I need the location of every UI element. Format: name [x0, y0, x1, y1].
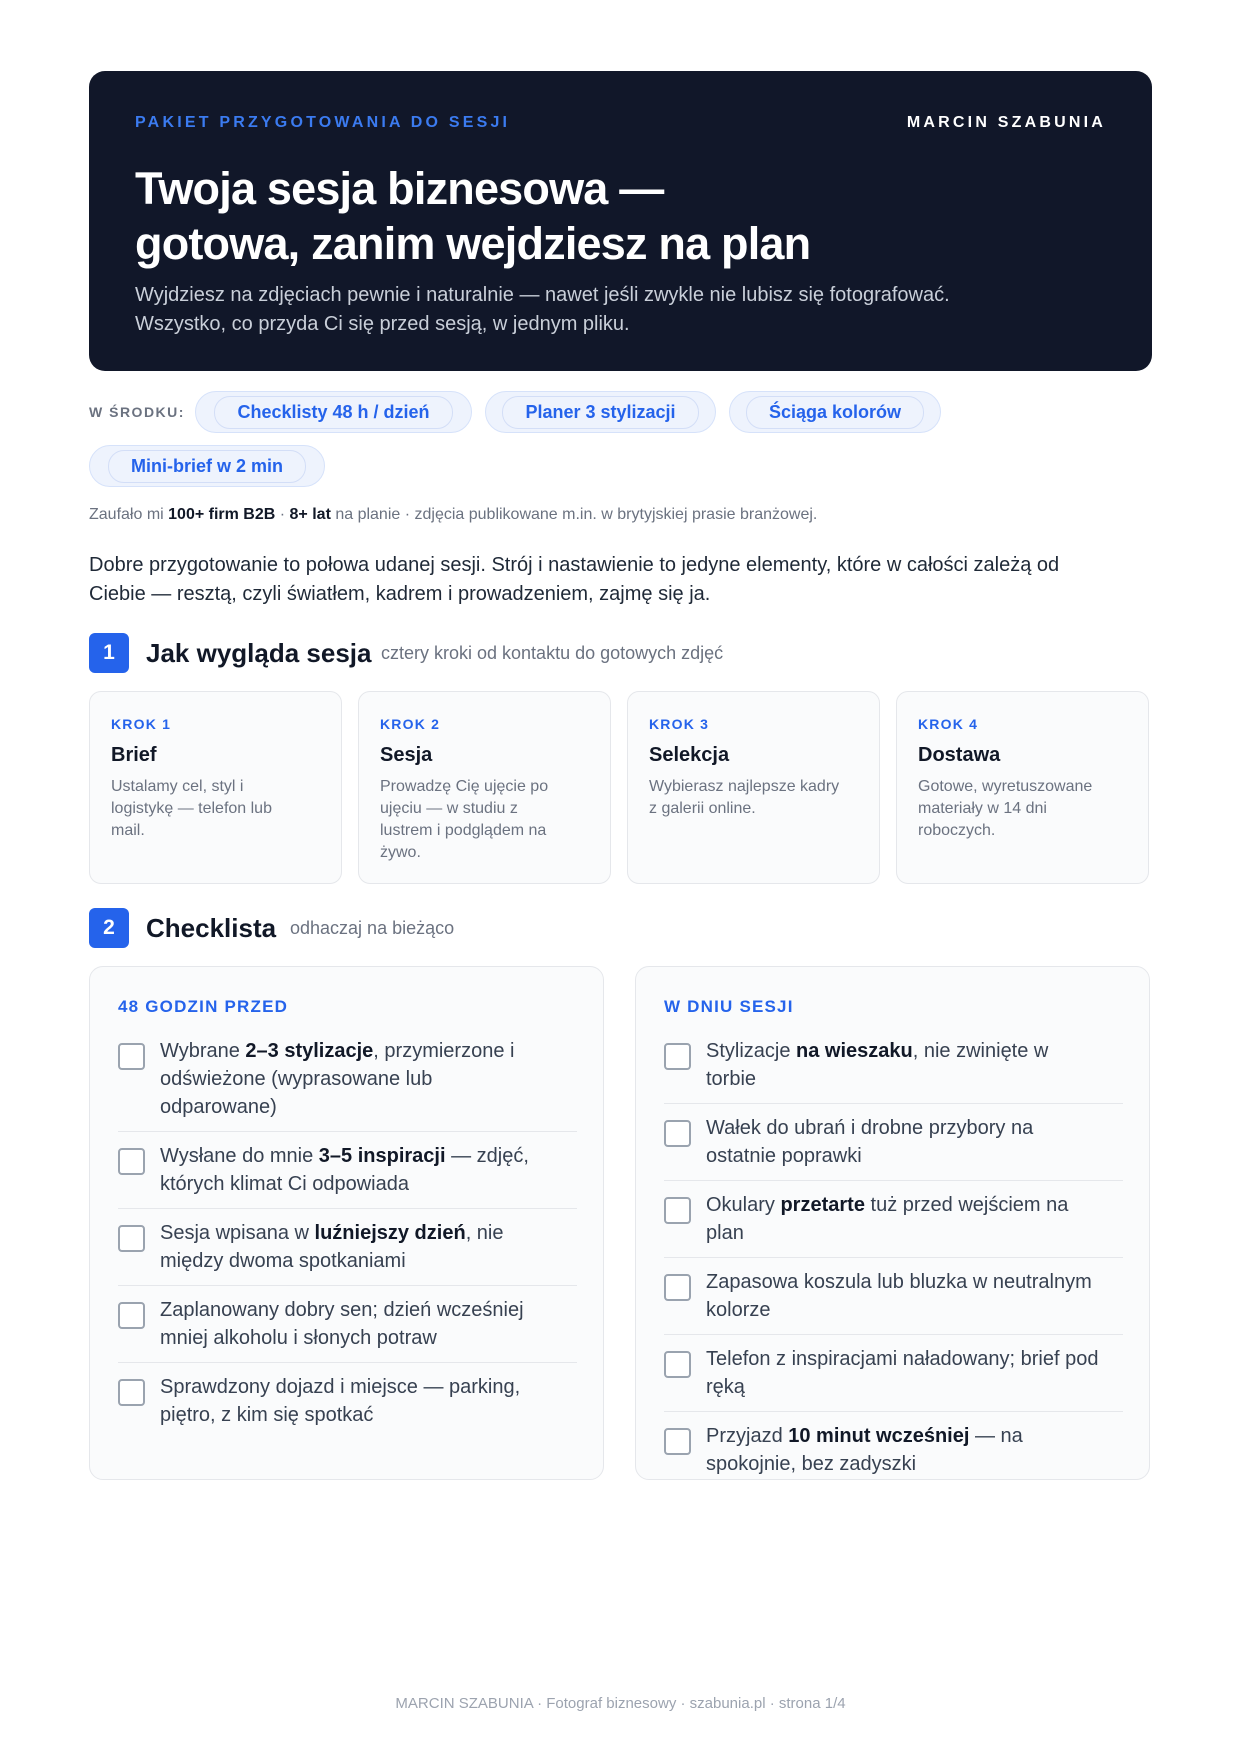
checklist-item-fragment: kolorze [706, 1299, 771, 1321]
trust-stat-clients: 100+ firm B2B [168, 506, 276, 523]
checkbox[interactable] [664, 1428, 691, 1455]
checklist-item-fragment: — zdjęć, [445, 1145, 529, 1167]
checklist-item-fragment: między dwoma spotkaniami [160, 1250, 406, 1272]
trust-suffix: na planie · zdjęcia publikowane m.in. w brytyjskiej prasie branżowej. [330, 506, 818, 523]
chip-label: Planer 3 stylizacji [502, 396, 698, 429]
checklist-item[interactable] [118, 1142, 577, 1198]
checklist-item-text [706, 1037, 1123, 1093]
hero-subtitle-line: Wyjdziesz na zdjęciach pewnie i naturalnie — nawet jeśli zwykle nie lubisz się fotografować. [135, 284, 950, 306]
intro-line: Dobre przygotowanie to połowa udanej sesji. Strój i nastawienie to jedyne elementy, które w całości zależą od [89, 554, 1060, 576]
divider [118, 1362, 577, 1363]
divider [664, 1180, 1123, 1181]
checklist-item-line [706, 1450, 1123, 1478]
step-description [111, 776, 326, 842]
checkbox[interactable] [664, 1043, 691, 1070]
checklist-item-emphasis: 2–3 stylizacje [245, 1040, 374, 1062]
trust-prefix: Zaufało mi [89, 506, 169, 523]
checklist-item-text [160, 1142, 577, 1198]
checklist-item-emphasis: 10 minut wcześniej [788, 1425, 970, 1447]
checklist-item-line [706, 1373, 1123, 1401]
checklist-item-fragment: Przyjazd [706, 1425, 789, 1447]
divider [664, 1334, 1123, 1335]
checklist-item[interactable] [664, 1114, 1123, 1170]
checkbox[interactable] [118, 1379, 145, 1406]
hero-subtitle-line: Wszystko, co przyda Ci się przed sesją, w jednym pliku. [135, 313, 630, 335]
checklist-item-fragment: torbie [706, 1068, 757, 1090]
checkbox[interactable] [664, 1120, 691, 1147]
chip-label: Checklisty 48 h / dzień [214, 396, 452, 429]
step-desc-line: Gotowe, wyretuszowane [918, 778, 1093, 795]
checklist-item[interactable] [118, 1219, 577, 1275]
checklist-item-fragment: , nie zwinięte w [912, 1040, 1049, 1062]
checklist-item[interactable] [118, 1373, 577, 1429]
page-title-line: gotowa, zanim wejdziesz na plan [135, 218, 811, 269]
checklist-item-text [706, 1191, 1123, 1247]
checklist-item-fragment: piętro, z kim się spotkać [160, 1404, 374, 1426]
checklist-item-fragment: Sprawdzony dojazd i miejsce — parking, [160, 1376, 521, 1398]
checklist-item-fragment: mniej alkoholu i słonych potraw [160, 1327, 437, 1349]
divider [664, 1411, 1123, 1412]
checkbox[interactable] [118, 1148, 145, 1175]
checklist-item-line [160, 1065, 577, 1093]
trust-stat-years: 8+ lat [289, 506, 331, 523]
trust-separator: · [275, 506, 290, 523]
checklist-item-line [160, 1373, 577, 1401]
checklist-item-line [706, 1268, 1123, 1296]
checklist-item[interactable] [664, 1345, 1123, 1401]
checklist-item-fragment: ostatnie poprawki [706, 1145, 862, 1167]
checklist-item[interactable] [118, 1037, 577, 1121]
checklist-card-48h [89, 966, 604, 1480]
checkbox[interactable] [664, 1274, 691, 1301]
chip-label: Ściąga kolorów [746, 396, 924, 429]
step-title: Brief [111, 744, 157, 766]
checklist-item-fragment: Wałek do ubrań i drobne przybory na [706, 1117, 1034, 1139]
checklist-item-line [706, 1142, 1123, 1170]
checklist-item-emphasis: 3–5 inspiracji [318, 1145, 446, 1167]
step-desc-line: Prowadzę Cię ujęcie po [380, 778, 549, 795]
checklist-item-fragment: Telefon z inspiracjami naładowany; brief pod [706, 1348, 1099, 1370]
checkbox[interactable] [118, 1043, 145, 1070]
step-card [627, 691, 880, 884]
checklist-item-line [160, 1219, 577, 1247]
divider [118, 1285, 577, 1286]
checklist-item-line [160, 1170, 577, 1198]
chip-label: Mini-brief w 2 min [108, 450, 306, 483]
chip-planner [485, 391, 716, 433]
hero-eyebrow: PAKIET PRZYGOTOWANIA DO SESJI [135, 114, 511, 131]
checklist-item-text [160, 1296, 577, 1352]
checklist-item-fragment: których klimat Ci odpowiada [160, 1173, 409, 1195]
step-card [358, 691, 611, 884]
step-desc-line: lustrem i podglądem na [380, 822, 547, 839]
checklist-item-fragment: Wybrane [160, 1040, 246, 1062]
checklist-item-line [706, 1219, 1123, 1247]
checklist-item[interactable] [664, 1191, 1123, 1247]
checklist-item-line [160, 1142, 577, 1170]
step-kicker: KROK 1 [111, 716, 172, 732]
checklist-item-text [160, 1037, 577, 1121]
checklist-item-text [706, 1114, 1123, 1170]
divider [118, 1131, 577, 1132]
checklist-item-line [160, 1247, 577, 1275]
checklist-card-session-day [635, 966, 1150, 1480]
chip-checklists [195, 391, 472, 433]
page-footer: MARCIN SZABUNIA · Fotograf biznesowy · szabunia.pl · strona 1/4 [395, 1695, 846, 1712]
checklist-item-text [160, 1373, 577, 1429]
checklist-item-line [160, 1324, 577, 1352]
checklist-item-fragment: Zaplanowany dobry sen; dzień wcześniej [160, 1299, 524, 1321]
checklist-item[interactable] [118, 1296, 577, 1352]
checklist-item-line [160, 1093, 577, 1121]
step-description [918, 776, 1133, 842]
checklist-item-emphasis: na wieszaku [796, 1040, 913, 1062]
checklist-item[interactable] [664, 1422, 1123, 1478]
checklist-item-line [160, 1296, 577, 1324]
step-description [380, 776, 595, 864]
checklist-item-fragment: Zapasowa koszula lub bluzka w neutralnym [706, 1271, 1092, 1293]
checkbox[interactable] [664, 1351, 691, 1378]
step-title: Dostawa [918, 744, 1001, 766]
checklist-item-fragment: , przymierzone i [373, 1040, 515, 1062]
checklist-item-fragment: , nie [465, 1222, 504, 1244]
checklist-item-fragment: Wysłane do mnie [160, 1145, 319, 1167]
checklist-item-fragment: Okulary [706, 1194, 781, 1216]
checklist-item-fragment: tuż przed wejściem na [864, 1194, 1069, 1216]
hero-author: MARCIN SZABUNIA [906, 114, 1106, 131]
checklist-item-text [160, 1219, 577, 1275]
checklist-item-line [706, 1065, 1123, 1093]
checklist-item-line [706, 1037, 1123, 1065]
step-kicker: KROK 3 [649, 716, 710, 732]
step-kicker: KROK 4 [918, 716, 979, 732]
intro-paragraph [89, 551, 1152, 609]
divider [664, 1257, 1123, 1258]
section-title: Checklista [146, 913, 277, 943]
checklist-item-line [160, 1401, 577, 1429]
hero-banner [89, 71, 1152, 371]
chip-mini-brief [89, 445, 325, 487]
inside-label: W ŚRODKU: [89, 404, 185, 420]
checklist-item-line [706, 1296, 1123, 1324]
divider [118, 1208, 577, 1209]
checkbox[interactable] [118, 1225, 145, 1252]
trust-line [89, 506, 817, 524]
checklist-item-line [706, 1422, 1123, 1450]
section-number-badge: 2 [89, 908, 129, 948]
checklist-item-text [706, 1422, 1123, 1478]
step-desc-line: z galerii online. [649, 800, 756, 817]
checklist-item-fragment: Sesja wpisana w [160, 1222, 315, 1244]
checklist-item-line [706, 1345, 1123, 1373]
checklist-item-emphasis: przetarte [780, 1194, 865, 1216]
checklist-item-fragment: Stylizacje [706, 1040, 797, 1062]
section-title: Jak wygląda sesja [146, 638, 372, 668]
step-card [89, 691, 342, 884]
checklist-item-fragment: spokojnie, bez zadyszki [706, 1453, 917, 1475]
section-number-badge: 1 [89, 633, 129, 673]
chip-colors [729, 391, 941, 433]
step-desc-line: mail. [111, 822, 145, 839]
step-desc-line: materiały w 14 dni [918, 800, 1047, 817]
checklist-item-fragment: ręką [706, 1376, 745, 1398]
step-desc-line: logistykę — telefon lub [111, 800, 272, 817]
checklist-item-fragment: odparowane) [160, 1096, 277, 1118]
checklist-item-line [706, 1191, 1123, 1219]
page-title [135, 161, 810, 271]
checklist-item-line [706, 1114, 1123, 1142]
checkbox[interactable] [118, 1302, 145, 1329]
step-desc-line: Wybierasz najlepsze kadry [649, 778, 840, 795]
checkbox[interactable] [664, 1197, 691, 1224]
checklist-item-fragment: odświeżone (wyprasowane lub [160, 1068, 433, 1090]
step-card [896, 691, 1149, 884]
step-title: Selekcja [649, 744, 730, 766]
checklist-item-text [706, 1268, 1123, 1324]
checklist-item-text [706, 1345, 1123, 1401]
checklist-item[interactable] [664, 1268, 1123, 1324]
intro-line: Ciebie — resztą, czyli światłem, kadrem i prowadzeniem, zajmę się ja. [89, 583, 711, 605]
checklist-item[interactable] [664, 1037, 1123, 1093]
step-desc-line: Ustalamy cel, styl i [111, 778, 244, 795]
divider [664, 1103, 1123, 1104]
checklist-item-fragment: plan [706, 1222, 744, 1244]
checklist-heading: 48 GODZIN PRZED [118, 997, 289, 1016]
step-desc-line: żywo. [380, 844, 421, 861]
checklist-item-fragment: — na [969, 1425, 1023, 1447]
section-note: odhaczaj na bieżąco [290, 918, 455, 938]
checklist-item-line [160, 1037, 577, 1065]
hero-subtitle [135, 281, 950, 339]
checklist-heading: W DNIU SESJI [664, 997, 794, 1016]
section-note: cztery kroki od kontaktu do gotowych zdjęć [381, 643, 724, 663]
step-description [649, 776, 864, 820]
page-title-line: Twoja sesja biznesowa — [135, 163, 664, 214]
step-desc-line: ujęciu — w studiu z [380, 800, 518, 817]
step-title: Sesja [380, 744, 433, 766]
step-kicker: KROK 2 [380, 716, 441, 732]
checklist-item-emphasis: luźniejszy dzień [314, 1222, 466, 1244]
step-desc-line: roboczych. [918, 822, 996, 839]
